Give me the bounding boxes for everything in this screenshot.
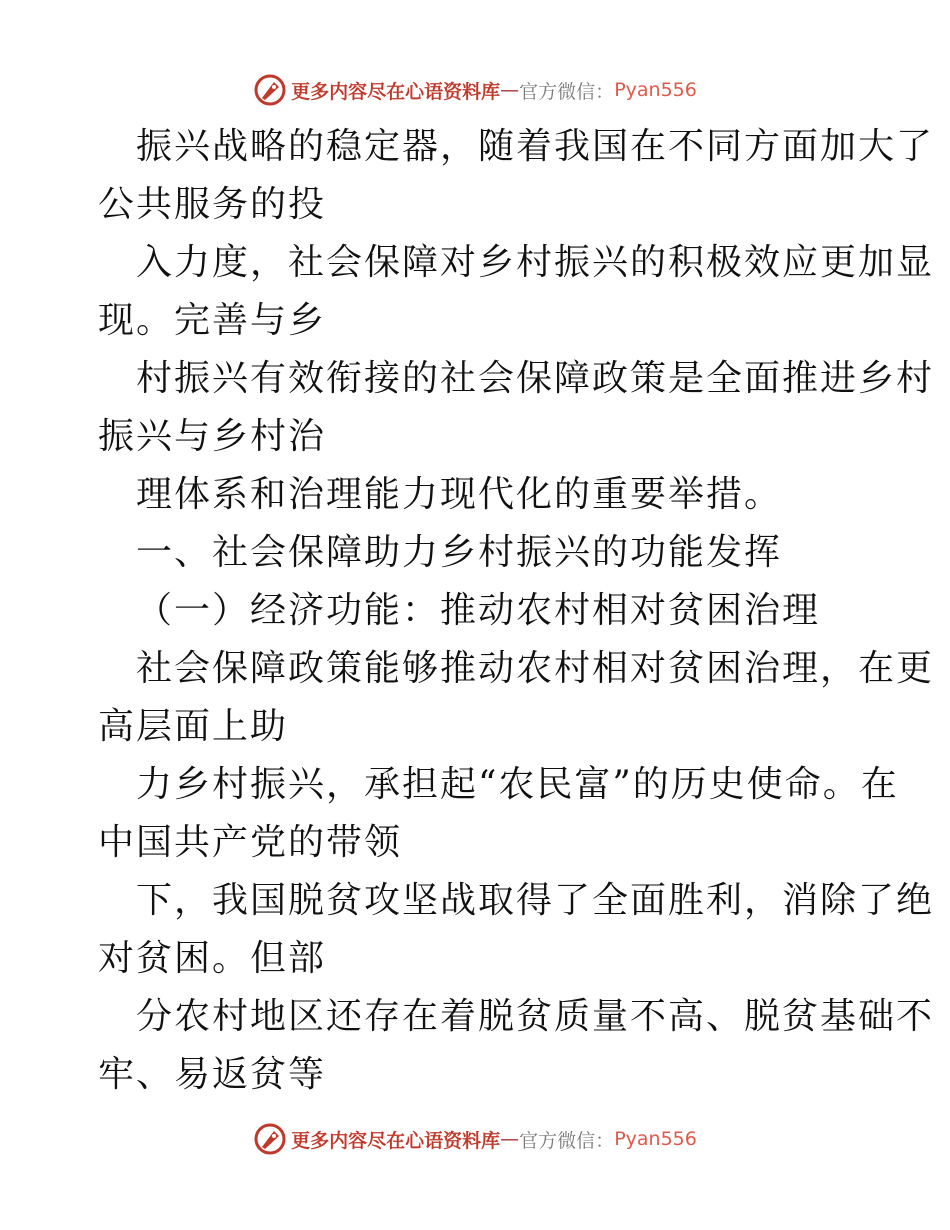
pen-nib-circle-icon	[253, 1122, 287, 1156]
header-wechat-id: Pyan556	[614, 79, 697, 101]
body-line: 分农村地区还存在着脱贫质量不高、脱贫基础不	[136, 996, 935, 1037]
body-line: 力乡村振兴，承担起“农民富”的历史使命。在	[136, 764, 899, 805]
footer-wechat-label: 官方微信：	[519, 1129, 615, 1152]
footer-separator: —	[500, 1128, 520, 1150]
body-line: 牢、易返贫等	[98, 1054, 327, 1095]
body-line: 现。完善与乡	[98, 300, 327, 341]
body-line: 振兴战略的稳定器，随着我国在不同方面加大了	[136, 126, 935, 167]
body-line: 公共服务的投	[98, 184, 327, 225]
footer-wechat-id: Pyan556	[614, 1128, 697, 1150]
header-separator: —	[500, 79, 520, 101]
footer-brand-text: 更多内容尽在心语资料库	[291, 1129, 501, 1152]
header-brand-text: 更多内容尽在心语资料库	[291, 80, 501, 103]
header-watermark	[0, 72, 950, 108]
pen-nib-circle-icon	[253, 73, 287, 107]
body-line: 振兴与乡村治	[98, 416, 327, 457]
document-body	[98, 118, 935, 1104]
header-wechat-label: 官方微信：	[519, 80, 615, 103]
body-line: 下，我国脱贫攻坚战取得了全面胜利，消除了绝	[136, 880, 935, 921]
body-line: 村振兴有效衔接的社会保障政策是全面推进乡村	[136, 358, 935, 399]
body-line: 中国共产党的带领	[98, 822, 403, 863]
body-line: 对贫困。但部	[98, 938, 327, 979]
body-line: 入力度，社会保障对乡村振兴的积极效应更加显	[136, 242, 935, 283]
body-line: 高层面上助	[98, 706, 289, 747]
footer-watermark	[0, 1121, 950, 1157]
body-line: 理体系和治理能力现代化的重要举措。	[136, 474, 783, 515]
body-line: 社会保障政策能够推动农村相对贫困治理，在更	[136, 648, 935, 689]
section-heading: 一、社会保障助力乡村振兴的功能发挥	[136, 532, 783, 573]
subsection-heading: （一）经济功能：推动农村相对贫困治理	[136, 590, 821, 631]
